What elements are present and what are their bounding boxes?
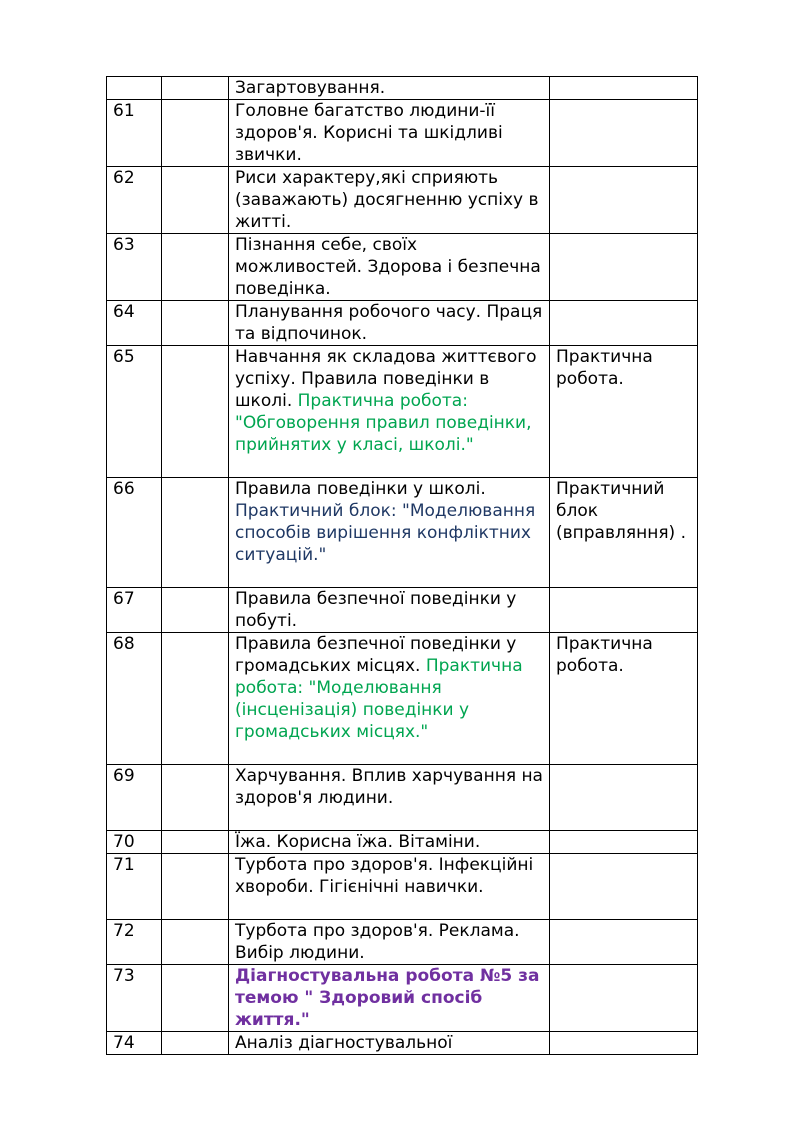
date-cell [162, 478, 229, 588]
lesson-number [107, 77, 162, 100]
date-cell [162, 588, 229, 633]
date-cell [162, 854, 229, 920]
lesson-topic: Аналіз діагностувальної [229, 1032, 550, 1055]
table-row [107, 77, 698, 100]
lesson-number: 69 [107, 765, 162, 831]
lesson-topic [229, 965, 550, 1032]
lesson-topic: Турбота про здоров'я. Інфекційні хвороби. Гігієнічні навички. [229, 854, 550, 920]
date-cell [162, 633, 229, 765]
lesson-plan-table [106, 76, 698, 1055]
lesson-note: Практичний блок (вправляння) . [550, 478, 698, 588]
lesson-topic: Навчання як складова життєвого успіху. Правила поведінки в школі. Практична робота: "Обговорення правил поведінки, прийнятих у класі, школі." [229, 346, 550, 478]
table-row [107, 965, 698, 1032]
lesson-number: 74 [107, 1032, 162, 1055]
date-cell [162, 965, 229, 1032]
table-row [107, 588, 698, 633]
date-cell [162, 234, 229, 301]
lesson-number: 68 [107, 633, 162, 765]
table-row [107, 765, 698, 831]
lesson-note [550, 1032, 698, 1055]
practical-work-text: Практична робота: "Обговорення правил поведінки, прийнятих у класі, школі." [235, 391, 532, 455]
diagnostic-work-text: Діагностувальна робота №5 за темою " Здоровий спосіб життя." [235, 966, 540, 1030]
lesson-topic: Планування робочого часу. Праця та відпочинок. [229, 301, 550, 346]
lesson-note [550, 100, 698, 167]
table-row [107, 854, 698, 920]
date-cell [162, 831, 229, 854]
lesson-topic: Головне багатство людини-її здоров'я. Корисні та шкідливі звички. [229, 100, 550, 167]
lesson-number: 72 [107, 920, 162, 965]
lesson-topic: Турбота про здоров'я. Реклама. Вибір людини. [229, 920, 550, 965]
table-row [107, 301, 698, 346]
lesson-note [550, 965, 698, 1032]
lesson-number: 64 [107, 301, 162, 346]
table-row [107, 920, 698, 965]
lesson-note [550, 234, 698, 301]
table-row [107, 1032, 698, 1055]
table-row [107, 100, 698, 167]
lesson-number: 70 [107, 831, 162, 854]
practical-block-text: Практичний блок: "Моделювання способів вирішення конфліктних ситуацій." [235, 501, 536, 565]
lesson-topic: Правила безпечної поведінки у громадських місцях. Практична робота: "Моделювання (інсценізація) поведінки у громадських місцях." [229, 633, 550, 765]
lesson-number: 66 [107, 478, 162, 588]
lesson-number: 61 [107, 100, 162, 167]
date-cell [162, 346, 229, 478]
lesson-number: 65 [107, 346, 162, 478]
date-cell [162, 301, 229, 346]
table-row [107, 167, 698, 234]
lesson-topic: Правила поведінки у школі. Практичний блок: "Моделювання способів вирішення конфліктних ситуацій." [229, 478, 550, 588]
lesson-number: 71 [107, 854, 162, 920]
date-cell [162, 77, 229, 100]
practical-work-text: Практична робота: "Моделювання (інсценізація) поведінки у громадських місцях." [235, 656, 523, 742]
lesson-topic: Риси характеру,які сприяють (заважають) досягненню успіху в житті. [229, 167, 550, 234]
lesson-topic: Харчування. Вплив харчування на здоров'я людини. [229, 765, 550, 831]
lesson-topic: Пізнання себе, своїх можливостей. Здорова і безпечна поведінка. [229, 234, 550, 301]
lesson-note [550, 588, 698, 633]
lesson-topic: Загартовування. [229, 77, 550, 100]
table-row [107, 346, 698, 478]
table-row [107, 234, 698, 301]
lesson-note [550, 831, 698, 854]
table-row [107, 478, 698, 588]
date-cell [162, 765, 229, 831]
table-row [107, 633, 698, 765]
date-cell [162, 167, 229, 234]
lesson-note [550, 854, 698, 920]
lesson-note [550, 167, 698, 234]
lesson-number: 73 [107, 965, 162, 1032]
date-cell [162, 100, 229, 167]
lesson-note [550, 920, 698, 965]
date-cell [162, 920, 229, 965]
lesson-topic: Правила безпечної поведінки у побуті. [229, 588, 550, 633]
lesson-number: 62 [107, 167, 162, 234]
lesson-note [550, 301, 698, 346]
lesson-note: Практична робота. [550, 633, 698, 765]
lesson-topic: Їжа. Корисна їжа. Вітаміни. [229, 831, 550, 854]
table-row [107, 831, 698, 854]
date-cell [162, 1032, 229, 1055]
lesson-number: 63 [107, 234, 162, 301]
lesson-note [550, 765, 698, 831]
lesson-number: 67 [107, 588, 162, 633]
lesson-note [550, 77, 698, 100]
lesson-note: Практична робота. [550, 346, 698, 478]
